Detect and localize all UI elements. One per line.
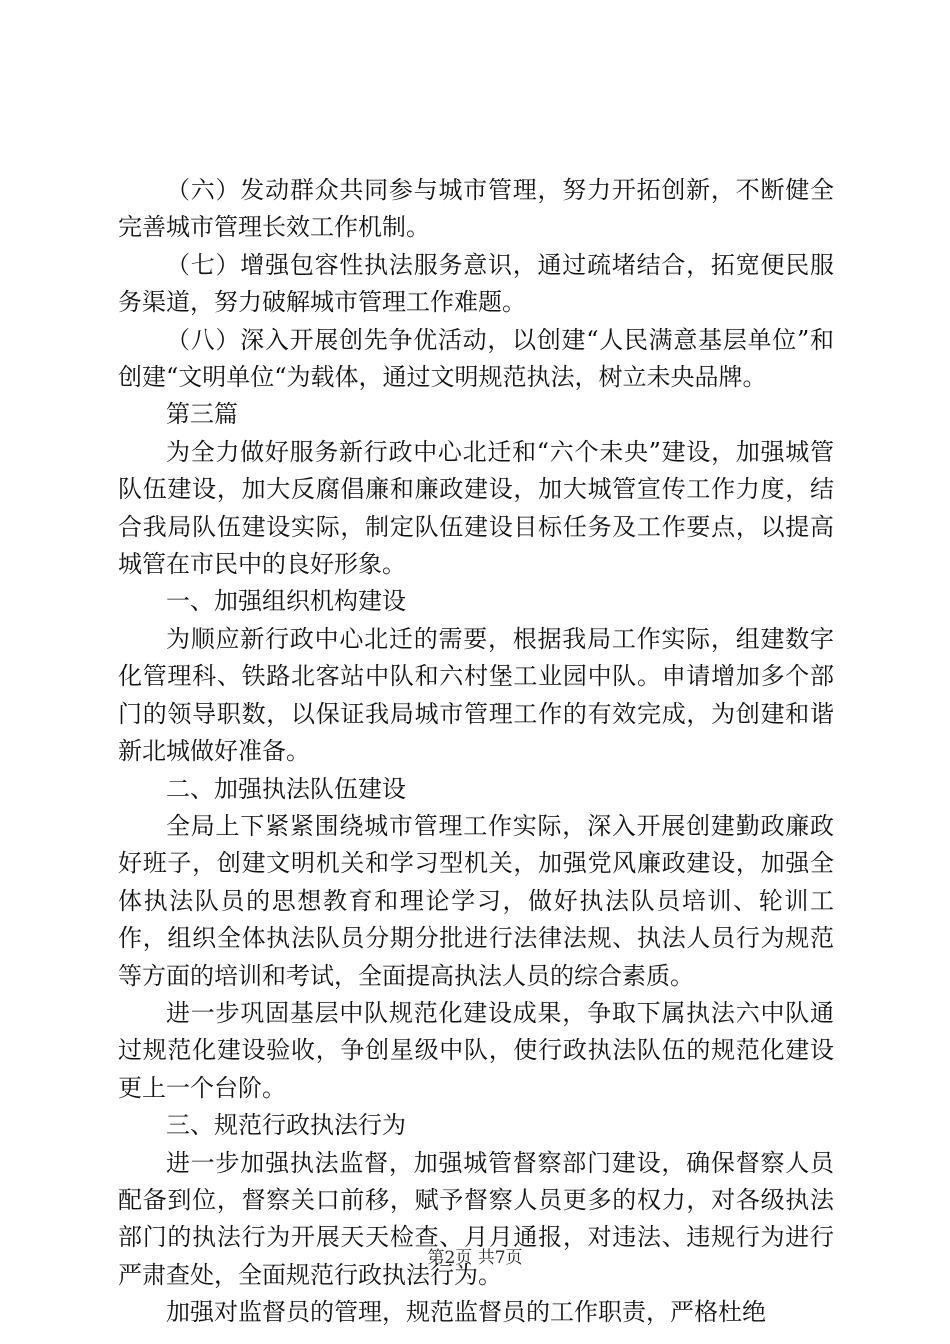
paragraph-supervisor-management: 加强对监督员的管理，规范监督员的工作职责，严格杜绝 [166, 1298, 766, 1327]
page-number-footer: 第2页 共7页 [427, 1248, 523, 1268]
paragraph-team-building: 全局上下紧紧围绕城市管理工作实际，深入开展创建勤政廉政好班子，创建文明机关和学习型机关，加强党风廉政建设，加强全体执法队员的思想教育和理论学习，做好执法队员培训、轮训工作，组织全体执法队员分期分批进行法律法规、执法人员行为规范等方面的培训和考试，全面提高执法人员的综合素质。 [118, 811, 834, 990]
paragraph-supervision: 进一步加强执法监督，加强城管督察部门建设，确保督察人员配备到位，督察关口前移，赋予督察人员更多的权力，对各级执法部门的执法行为开展天天检查、月月通报，对违法、违规行为进行严肃查处，全面规范行政执法行为。 [118, 1148, 834, 1289]
section-heading-3: 三、规范行政执法行为 [166, 1111, 406, 1140]
document-body [118, 172, 834, 1332]
section-heading-2: 二、加强执法队伍建设 [166, 774, 406, 803]
paragraph-item-8: （八）深入开展创先争优活动，以创建“人民满意基层单位”和创建“文明单位“为载体，通过文明规范执法，树立未央品牌。 [118, 325, 834, 392]
section-title-part-three: 第三篇 [166, 400, 238, 429]
paragraph-standardization: 进一步巩固基层中队规范化建设成果，争取下属执法六中队通过规范化建设验收，争创星级中队，使行政执法队伍的规范化建设更上一个台阶。 [118, 998, 834, 1102]
section-heading-1: 一、加强组织机构建设 [166, 587, 406, 616]
paragraph-intro: 为全力做好服务新行政中心北迁和“六个未央”建设，加强城管队伍建设，加大反腐倡廉和廉政建设，加大城管宣传工作力度，结合我局队伍建设实际，制定队伍建设目标任务及工作要点，以提高城管在市民中的良好形象。 [118, 437, 834, 579]
paragraph-item-7: （七）增强包容性执法服务意识，通过疏堵结合，拓宽便民服务渠道，努力破解城市管理工作难题。 [118, 250, 834, 317]
paragraph-organization: 为顺应新行政中心北迁的需要，根据我局工作实际，组建数字化管理科、铁路北客站中队和六村堡工业园中队。申请增加多个部门的领导职数，以保证我局城市管理工作的有效完成，为创建和谐新北城做好准备。 [118, 624, 834, 766]
paragraph-item-6: （六）发动群众共同参与城市管理，努力开拓创新，不断健全完善城市管理长效工作机制。 [118, 176, 834, 242]
